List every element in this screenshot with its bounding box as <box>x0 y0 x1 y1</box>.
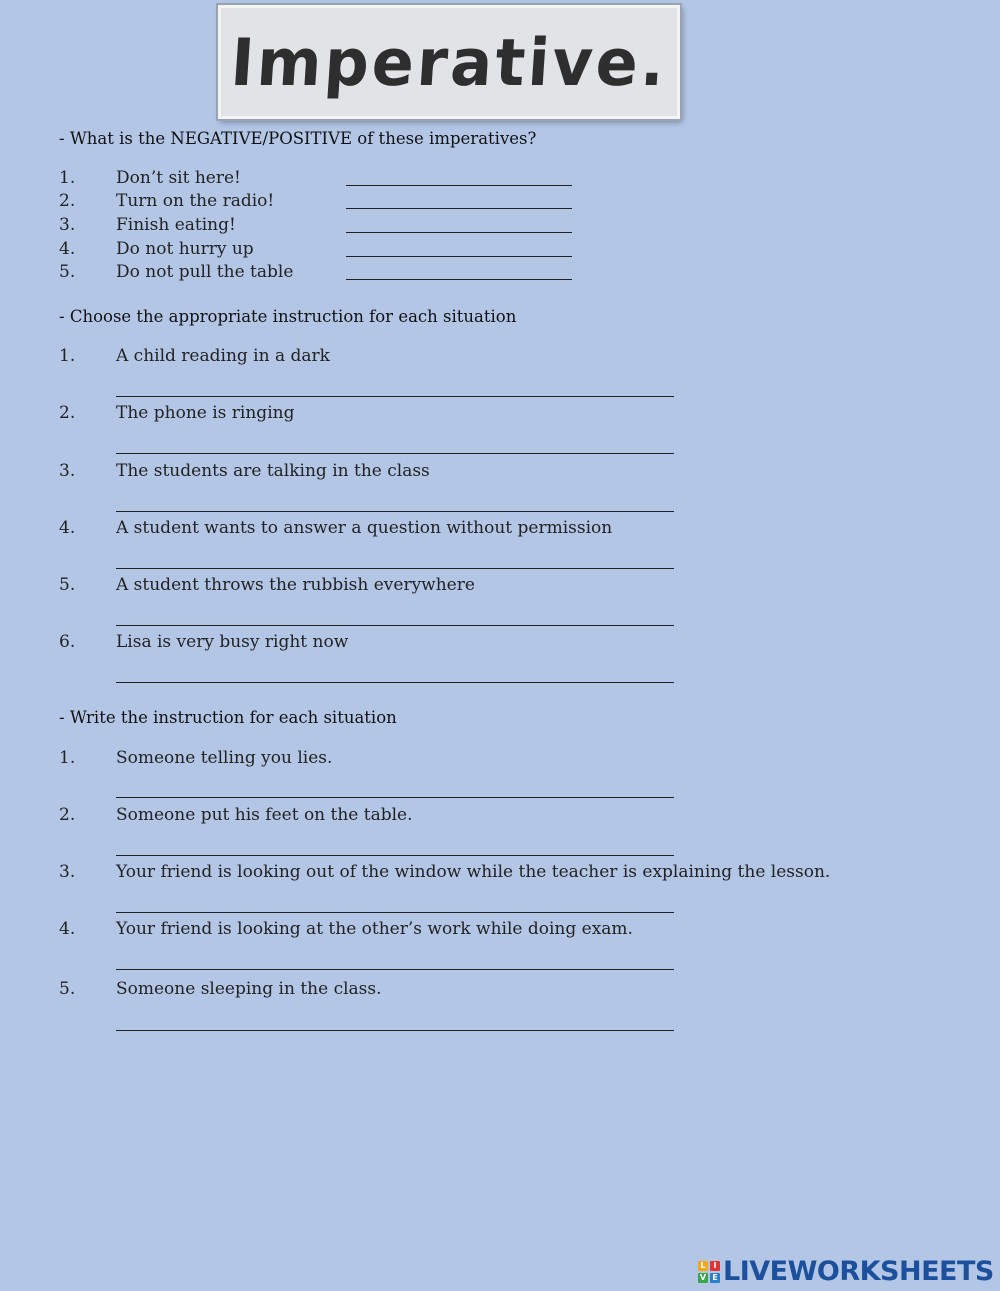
question-text: Turn on the radio! <box>116 191 275 211</box>
s2-answer-blank-1[interactable] <box>116 396 674 397</box>
question-text: Finish eating! <box>116 215 236 235</box>
question-text: The phone is ringing <box>116 403 295 423</box>
question-number: 1. <box>59 168 76 188</box>
s1-answer-blank-1[interactable] <box>346 185 572 186</box>
question-number: 1. <box>59 748 76 768</box>
s1-answer-blank-3[interactable] <box>346 232 572 233</box>
logo-tiles-icon <box>698 1261 720 1283</box>
s2-answer-blank-3[interactable] <box>116 511 674 512</box>
question-number: 3. <box>59 862 76 882</box>
title-banner <box>218 5 680 119</box>
question-text: Your friend is looking out of the window while the teacher is explaining the lesson. <box>116 862 831 882</box>
s1-question-4 <box>59 239 254 259</box>
section1-heading: - What is the NEGATIVE/POSITIVE of these imperatives? <box>59 129 537 148</box>
s1-question-1 <box>59 168 241 188</box>
question-number: 3. <box>59 461 76 481</box>
question-text: Do not pull the table <box>116 262 294 282</box>
s2-question-6 <box>59 632 348 652</box>
s1-question-2 <box>59 191 274 211</box>
question-number: 1. <box>59 346 76 366</box>
question-text: A student wants to answer a question without permission <box>116 518 613 538</box>
s2-answer-blank-5[interactable] <box>116 625 674 626</box>
s2-question-3 <box>59 461 430 481</box>
question-text: Don’t sit here! <box>116 168 241 188</box>
logo-tile-l: L <box>698 1261 708 1271</box>
question-text: Your friend is looking at the other’s work while doing exam. <box>116 919 633 939</box>
logo-text: LIVEWORKSHEETS <box>723 1256 994 1287</box>
logo-tile-v: V <box>699 1272 707 1282</box>
section2-heading: - Choose the appropriate instruction for each situation <box>59 307 517 326</box>
page-title: Imperative. <box>228 23 670 101</box>
question-text: A student throws the rubbish everywhere <box>116 575 475 595</box>
question-number: 2. <box>59 403 76 423</box>
question-number: 3. <box>59 215 76 235</box>
question-number: 5. <box>59 979 76 999</box>
s3-question-1 <box>59 748 332 768</box>
question-text: A child reading in a dark <box>116 346 330 366</box>
question-number: 5. <box>59 575 76 595</box>
question-number: 4. <box>59 518 76 538</box>
s2-question-5 <box>59 575 475 595</box>
question-number: 4. <box>59 919 76 939</box>
s3-answer-blank-2[interactable] <box>116 855 674 856</box>
s1-answer-blank-4[interactable] <box>346 256 572 257</box>
question-number: 2. <box>59 191 76 211</box>
logo-tile-i: I <box>710 1261 720 1271</box>
s3-question-2 <box>59 805 413 825</box>
question-number: 5. <box>59 262 76 282</box>
liveworksheets-logo <box>698 1256 994 1287</box>
s3-question-5 <box>59 979 382 999</box>
s2-question-2 <box>59 403 294 423</box>
s2-question-4 <box>59 518 612 538</box>
s2-answer-blank-4[interactable] <box>116 568 674 569</box>
question-text: Do not hurry up <box>116 239 254 259</box>
s1-answer-blank-5[interactable] <box>346 279 572 280</box>
question-text: Lisa is very busy right now <box>116 632 349 652</box>
s2-question-1 <box>59 346 330 366</box>
s3-answer-blank-1[interactable] <box>116 797 674 798</box>
section3-heading: - Write the instruction for each situation <box>59 708 397 727</box>
s3-answer-blank-3[interactable] <box>116 912 674 913</box>
question-text: Someone put his feet on the table. <box>116 805 413 825</box>
question-number: 2. <box>59 805 76 825</box>
s1-question-3 <box>59 215 236 235</box>
s2-answer-blank-2[interactable] <box>116 453 674 454</box>
s3-question-4 <box>59 919 633 939</box>
question-text: The students are talking in the class <box>116 461 430 481</box>
question-text: Someone sleeping in the class. <box>116 979 382 999</box>
s3-question-3 <box>59 862 830 882</box>
s1-question-5 <box>59 262 293 282</box>
s3-answer-blank-5[interactable] <box>116 1030 674 1031</box>
s1-answer-blank-2[interactable] <box>346 208 572 209</box>
s2-answer-blank-6[interactable] <box>116 682 674 683</box>
logo-tile-e: E <box>710 1273 720 1283</box>
question-text: Someone telling you lies. <box>116 748 333 768</box>
question-number: 4. <box>59 239 76 259</box>
s3-answer-blank-4[interactable] <box>116 969 674 970</box>
question-number: 6. <box>59 632 76 652</box>
